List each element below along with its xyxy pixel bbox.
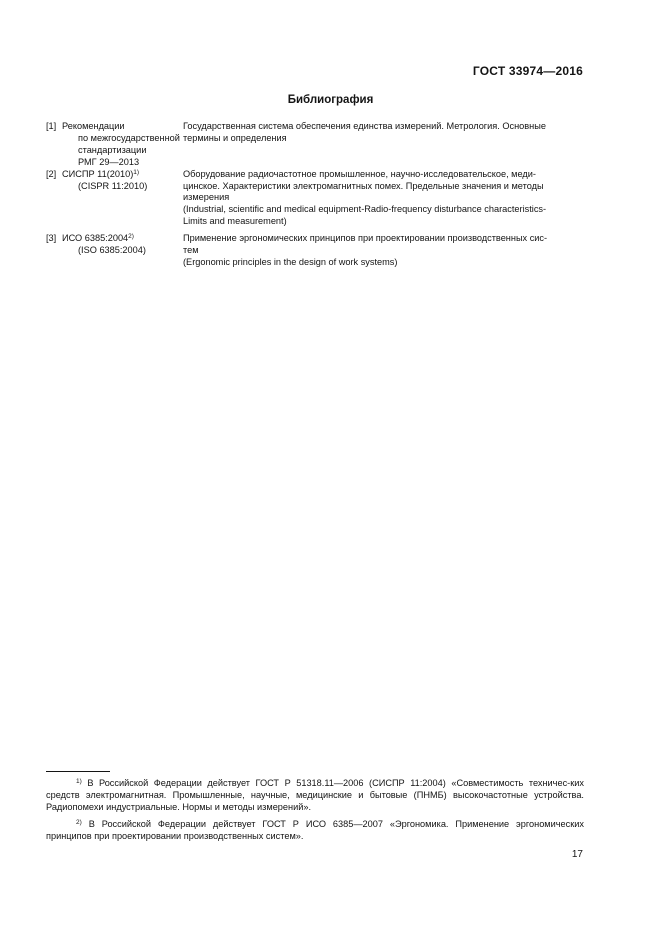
reference-alt: (CISPR 11:2010)	[78, 180, 148, 191]
bibliography-entry	[46, 169, 584, 229]
entry-description	[183, 233, 584, 269]
reference-line: стандартизации	[78, 144, 147, 155]
entry-number: [1]	[46, 121, 57, 131]
entry-reference	[62, 121, 183, 169]
reference-line	[62, 169, 183, 181]
bibliography-entry	[46, 233, 584, 269]
description-line: тем	[183, 245, 199, 256]
description-line: Государственная система обеспечения единства измерений. Метрология. Основные	[183, 121, 546, 131]
entry-description	[183, 121, 584, 169]
entry-number: [2]	[46, 168, 57, 179]
footnote-text: В Российской Федерации действует ГОСТ Р 51318.11—2006 (СИСПР 11:2004) «Совместимость техничес-ких средств электромагнитная. Промышленные, научные, медицинские и бытовые (ПНМБ) высокочастотные устройства. Радиопомехи индустриальные. Нормы и методы измерений».	[46, 778, 584, 813]
page-title: Библиография	[287, 94, 374, 106]
reference-code: СИСПР 11(2010)	[62, 168, 134, 179]
description-line: цинское. Характеристики электромагнитных помех. Предельные значения и методы	[183, 180, 544, 191]
description-line: (Ergonomic principles in the design of work systems)	[183, 256, 398, 267]
reference-line: по межгосударственной	[78, 132, 180, 143]
standard-code: ГОСТ 33974—2016	[472, 64, 583, 78]
entry-reference	[62, 169, 183, 229]
bibliography-list	[46, 121, 584, 269]
footnotes	[46, 777, 584, 842]
description-line: измерения	[183, 192, 230, 203]
description-line: (Industrial, scientific and medical equipment-Radio-frequency disturbance characteristics-	[183, 204, 547, 215]
reference-line: РМГ 29—2013	[78, 156, 140, 167]
footnote-divider	[46, 771, 110, 772]
bibliography-entry	[46, 121, 584, 169]
description-line: термины и определения	[183, 132, 287, 143]
footnote-ref: 2)	[128, 233, 134, 241]
description-line: Limits and measurement)	[183, 216, 287, 227]
footnote	[46, 818, 584, 842]
entry-number: [3]	[46, 233, 57, 244]
footnote-ref: 1)	[133, 168, 140, 176]
reference-alt: (ISO 6385:2004)	[78, 245, 146, 256]
description-line: Оборудование радиочастотное промышленное, научно-исследовательское, меди-	[183, 168, 536, 179]
reference-line: Рекомендации	[62, 121, 125, 131]
entry-reference	[62, 233, 183, 269]
footnote	[46, 777, 584, 814]
entry-description	[183, 169, 584, 229]
reference-code: ИСО 6385:2004	[62, 233, 129, 244]
footnote-mark: 1)	[76, 778, 82, 785]
reference-line	[62, 233, 183, 245]
footnote-text: В Российской Федерации действует ГОСТ Р ИСО 6385—2007 «Эргономика. Применение эргономических принципов при проектировании производственных систем».	[46, 818, 584, 841]
footnote-mark: 2)	[76, 818, 82, 826]
description-line: Применение эргономических принципов при проектировании производственных сис-	[183, 233, 548, 244]
page-number: 17	[571, 849, 583, 860]
